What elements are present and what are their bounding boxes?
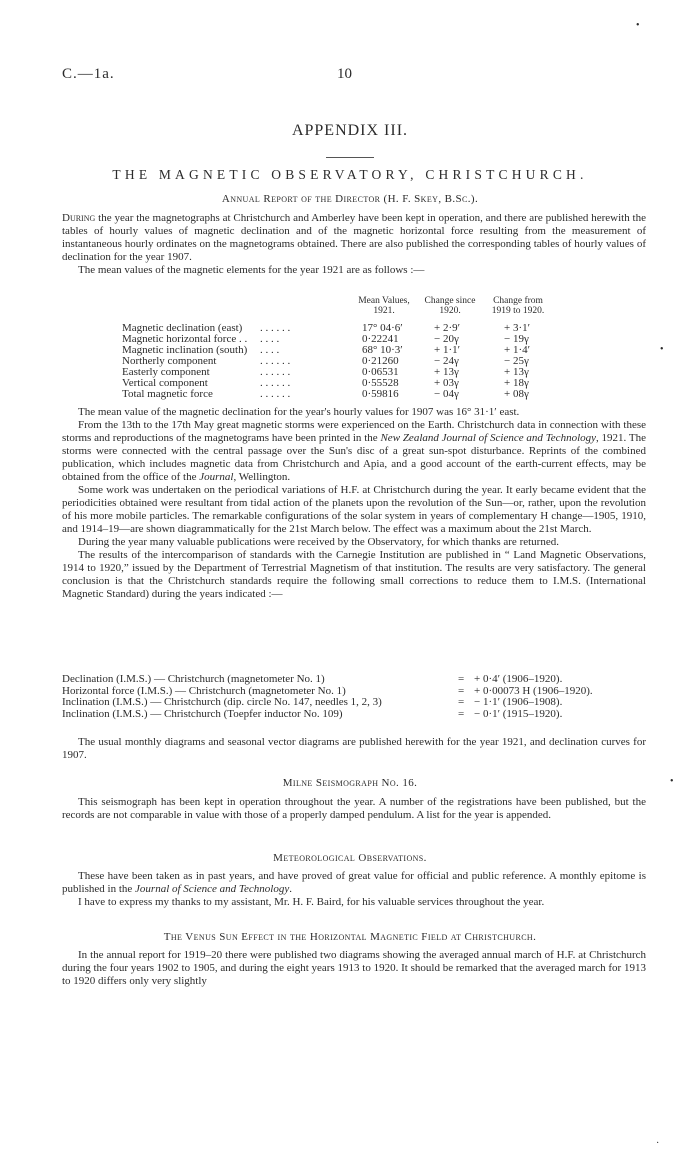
speck-mark: • bbox=[660, 344, 664, 355]
column-header-change-from: Change from 1919 to 1920. bbox=[491, 296, 545, 316]
leader-dots: . . . . . . bbox=[260, 355, 291, 367]
leader-dots: . . . . bbox=[260, 333, 280, 345]
change-from-value: + 1·4′ bbox=[504, 344, 531, 356]
report-byline bbox=[0, 193, 700, 205]
mean-value: 68° 10·3′ bbox=[362, 344, 403, 356]
leader-dots: . . . . . . bbox=[260, 366, 291, 378]
milne-heading: Milne Seismograph No. 16. bbox=[282, 777, 418, 789]
correction-row bbox=[62, 673, 646, 685]
storms-text-a: From the 13th to the 17th May great magnetic storms were experienced on the Earth. Christchurch data in connection with these storms and reproductions of the magnetograms have been printed in the New Zealand Journal of Science and Technology, 1921. The storms were connected with the central passage over the Sun's disc of a great sun-spot disturbance. Reprints of the combined publication, which includes magnetic data from Christchurch and Apia, and a good account of the earth-current effects, may be obtained from the office of the Journal, Wellington. bbox=[62, 419, 647, 483]
speck-mark: · bbox=[656, 1138, 660, 1149]
speck-mark: • bbox=[670, 776, 674, 787]
observatory-title: THE MAGNETIC OBSERVATORY, CHRISTCHURCH. bbox=[112, 167, 588, 182]
diagrams-paragraph: The usual monthly diagrams and seasonal vector diagrams are published herewith for the year 1921, and declination curves for 1907. bbox=[62, 736, 646, 761]
body-section bbox=[62, 406, 646, 601]
correction-standard: Inclination (I.M.S.) — Christchurch (dip. circle No. 147, needles 1, 2, 3) bbox=[62, 696, 382, 708]
leader-dots: . . . . bbox=[260, 344, 280, 356]
meteorological-heading: Meteorological Observations. bbox=[273, 852, 427, 864]
equals-sign: = bbox=[458, 696, 465, 708]
change-from-value: − 19γ bbox=[504, 333, 529, 345]
column-header-change-since: Change since 1920. bbox=[424, 296, 476, 316]
milne-section bbox=[62, 796, 646, 822]
page-number: 10 bbox=[337, 66, 352, 82]
meteorological-section bbox=[62, 870, 646, 909]
correction-standard: Horizontal force (I.M.S.) — Christchurch (magnetometer No. 1) bbox=[62, 684, 346, 697]
change-from-value: − 25γ bbox=[504, 355, 529, 367]
element-name: Northerly component bbox=[122, 355, 217, 367]
diagrams-section bbox=[62, 736, 646, 762]
mean-values-intro: The mean values of the magnetic elements for the year 1921 are as follows :— bbox=[78, 264, 425, 276]
correction-value: + 0·4′ (1906–1920). bbox=[474, 673, 563, 685]
report-byline-text: Annual Report of the Director (H. F. Skey, B.Sc.). bbox=[221, 193, 479, 205]
change-since-value: + 1·1′ bbox=[434, 344, 461, 356]
column-header-mean: Mean Values, 1921. bbox=[358, 296, 410, 316]
body-paragraph: The mean value of the magnetic declination for the year's hourly values for 1907 was 16° 31·1′ east. bbox=[78, 406, 520, 418]
mean-value: 0·55528 bbox=[362, 377, 399, 389]
body-paragraph: The results of the intercomparison of standards with the Carnegie Institution are published in “ Land Magnetic Observations, 1914 to 1920,” issued by the Department of Terrestrial Magnetism of that institution. The results are very satisfactory. The general conclusion is that the Christchurch standards require the following small corrections to reduce them to I.M.S. (International Magnetic Standard) during the years indicated :— bbox=[62, 549, 646, 600]
element-name: Total magnetic force bbox=[122, 388, 213, 400]
equals-sign: = bbox=[458, 673, 465, 685]
body-paragraph: Some work was undertaken on the periodical variations of H.F. at Christchurch during the year. It early became evident that the periodicities obtained were resultant from tidal action of the planets upon the revolution of the Sun—or, rather, upon the revolution of his more mobile particles. The remarkable configurations of the solar system in years of complementary H change—1905, 1910, and 1914–19—are shown diagrammatically for the 21st March below. The effect was a maximum about the 21st March. bbox=[62, 484, 646, 535]
document-reference: C.—1a. bbox=[62, 66, 115, 82]
meteorological-paragraph bbox=[62, 870, 646, 896]
mean-value: 0·59816 bbox=[362, 388, 399, 400]
change-from-value: + 3·1′ bbox=[504, 322, 531, 334]
mean-value: 0·06531 bbox=[362, 366, 399, 378]
correction-value: + 0·00073 H (1906–1920). bbox=[474, 684, 593, 697]
correction-row bbox=[62, 708, 646, 720]
intro-paragraph bbox=[62, 212, 646, 264]
change-from-value: + 08γ bbox=[504, 388, 529, 400]
element-name: Magnetic horizontal force . . bbox=[122, 333, 248, 345]
table-row bbox=[62, 388, 646, 400]
correction-value: − 1·1′ (1906–1908). bbox=[474, 696, 563, 708]
element-name: Easterly component bbox=[122, 366, 210, 378]
equals-sign: = bbox=[458, 707, 465, 720]
meteo-text: These have been taken as in past years, and have proved of great value for official and public reference. A monthly epitome is published in the Journal of Science and Technology. bbox=[62, 870, 646, 895]
correction-row bbox=[62, 685, 646, 697]
change-since-value: + 03γ bbox=[434, 377, 459, 389]
leader-dots: . . . . . . bbox=[260, 377, 291, 389]
speck-mark: • bbox=[636, 20, 640, 31]
intro-section bbox=[62, 212, 646, 277]
appendix-title: APPENDIX III. bbox=[291, 122, 409, 139]
standards-corrections bbox=[62, 673, 646, 723]
body-paragraph: During the year many valuable publications were received by the Observatory, for which thanks are returned. bbox=[78, 536, 559, 548]
correction-value: − 0·1′ (1915–1920). bbox=[474, 707, 563, 720]
milne-paragraph: This seismograph has been kept in operation throughout the year. A number of the registrations have been published, but the records are not comparable in value with those of a properly damped pendulum. A list for the year is appended. bbox=[62, 796, 646, 821]
mean-value: 0·22241 bbox=[362, 333, 399, 345]
equals-sign: = bbox=[458, 684, 465, 697]
change-since-value: + 2·9′ bbox=[434, 322, 461, 334]
correction-standard: Inclination (I.M.S.) — Christchurch (Toepfer inductor No. 109) bbox=[62, 707, 343, 720]
drop-word: During bbox=[62, 212, 96, 224]
element-name: Vertical component bbox=[122, 377, 208, 389]
mean-value: 17° 04·6′ bbox=[362, 322, 403, 334]
change-since-value: + 13γ bbox=[434, 366, 459, 378]
magnetic-elements-table bbox=[62, 296, 646, 400]
change-since-value: − 24γ bbox=[434, 355, 459, 367]
body-paragraph bbox=[62, 419, 646, 484]
change-since-value: − 20γ bbox=[434, 333, 459, 345]
venus-heading: The Venus Sun Effect in the Horizontal Magnetic Field at Christchurch. bbox=[163, 931, 537, 943]
thanks-paragraph: I have to express my thanks to my assistant, Mr. H. F. Baird, for his valuable services throughout the year. bbox=[78, 896, 545, 908]
element-name: Magnetic declination (east) bbox=[122, 322, 243, 334]
change-from-value: + 13γ bbox=[504, 366, 529, 378]
change-from-value: + 18γ bbox=[504, 377, 529, 389]
leader-dots: . . . . . . bbox=[260, 322, 291, 334]
element-name: Magnetic inclination (south) bbox=[122, 344, 248, 356]
correction-standard: Declination (I.M.S.) — Christchurch (magnetometer No. 1) bbox=[62, 673, 325, 685]
title-rule bbox=[326, 157, 374, 158]
correction-row bbox=[62, 696, 646, 708]
venus-section bbox=[62, 949, 646, 988]
leader-dots: . . . . . . bbox=[260, 388, 291, 400]
mean-value: 0·21260 bbox=[362, 355, 399, 367]
intro-paragraph-text: the year the magnetographs at Christchurch and Amberley have been kept in operation, and there are published herewith the tables of hourly values of magnetic declination and of the magnetic horizontal force resulting from the measurement of instantaneous hourly ordinates on the magnetograms obtained. There are also published the corresponding tables of hourly values of declination for the year 1907. bbox=[62, 212, 646, 263]
venus-paragraph: In the annual report for 1919–20 there were published two diagrams showing the averaged annual march of H.F. at Christchurch during the four years 1902 to 1905, and during the eight years 1913 to 1920. It should be remarked that the averaged march for 1913 to 1920 differs only very slightly bbox=[62, 949, 646, 987]
change-since-value: − 04γ bbox=[434, 388, 459, 400]
